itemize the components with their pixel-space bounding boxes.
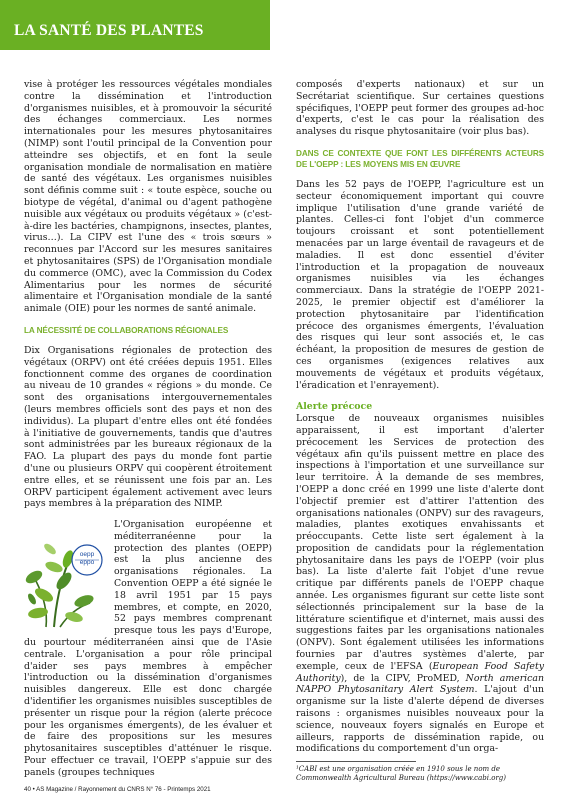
- text-run: . L'ajout d'un organisme sur la liste d'alerte dépend de diverses raisons : organismes nuisibles nouveaux pour la science, nouveaux foyers signalés en Europe et ailleurs, rapports de dissémination rapide, ou modifications du comportement d'un orga-: [296, 684, 544, 755]
- italic-text: North american NAPPO Phytosanitary Alert System: [296, 672, 544, 696]
- paragraph: Dix Organisations régionales de protection des végétaux (ORPV) ont été créées depuis 1951. Elles fonctionnent comme des organes de coordination au niveau de 10 grandes « régions » du monde. Ce sont des organisations intergouvernementales (leurs membres officiels sont des pays et non des individus). La plupart d'entre elles ont été fondées à l'initiative de gouvernements, tandis que d'autres sont administrées par les bureaux régionaux de la FAO. La plupart des pays du monde font partie d'une ou plusieurs ORPV qui coopèrent étroitement entre elles, et se réunissent une fois par an. Les ORPV participent également activement avec leurs pays membres à la préparation des NIMP.: [24, 344, 272, 510]
- italic-text: European Food Safety Authority: [296, 660, 544, 684]
- plant-logo-icon: [24, 523, 108, 629]
- text-run: ), de la CIPV, ProMED,: [340, 672, 466, 684]
- paragraph: L'Organisation européenne et méditerranéenne pour la protection des plantes (OEPP) est la plus ancienne des organisations régionales. La Convention OEPP a été signée le 18 avril 1951 par 15 pays membres, et compte, en 2020, 52 pays membres comprenant presque tous les pays d'Europe, du pourtour méditerranéen ainsi que de l'Asie centrale. L'organisation a pour rôle principal d'aider ses pays membres à empêcher l'introduction ou la dissémination d'organismes nuisibles dangereux. Elle est donc chargée d'identifier les organismes nuisibles susceptibles de présenter un risque pour la région (alerte précoce pour les organismes émergents), de les évaluer et de faire des propositions sur les mesures phytosanitaires susceptibles d'atténuer le risque. Pour effectuer ce travail, l'OEPP s'appuie sur des panels (groupes techniques: [24, 519, 272, 778]
- footnote: ¹CABI est une organisation créée en 1910 sous le nom de Commonwealth Agricultural Bureau (https://www.cabi.org): [296, 765, 506, 783]
- paragraph: vise à protéger les ressources végétales mondiales contre la dissémination et l'introduction d'organismes nuisibles, et à promouvoir la sécurité des échanges commerciaux. Les normes internationales pour les mesures phytosanitaires (NIMP) sont l'outil principal de la Convention pour atteindre ses objectifs, et en font la seule organisation mondiale de normalisation en matière de santé des végétaux. Les organismes nuisibles sont définis comme suit : « toute espèce, souche ou biotype de végétal, d'animal ou d'agent pathogène nuisible aux végétaux ou produits végétaux » (c'est-à-dire les bactéries, champignons, insectes, plantes, virus…). La CIPV est l'une des « trois sœurs » reconnues par l'Accord sur les mesures sanitaires et phytosanitaires (SPS) de l'Organisation mondiale du commerce (OMC), avec la Commission du Codex Alimentarius pour les normes de sécurité alimentaire et l'Organisation mondiale de la santé animale (OIE) pour les normes de santé animale.: [24, 79, 272, 315]
- logo-text-eppo: eppo: [79, 559, 95, 567]
- text-run: Lorsque de nouveaux organismes nuisibles apparaissent, il est important d'alerter précocement les Services de protection des végétaux afin qu'ils puissent mettre en place des inspections à l'importation et une surveillance sur leur territoire. À la demande de ses membres, l'OEPP a donc créé en 1999 une liste d'alerte dont l'objectif premier est d'attirer l'attention des organisations nationales (ONPV) sur des ravageurs, maladies, plantes exotiques envahissants et préoccupants. Cette liste sert également à la proposition de candidats pour la réglementation phytosanitaire dans les pays de l'OEPP (voir plus bas). La liste d'alerte fait l'objet d'une revue critique par différents panels de l'OEPP chaque année. Les organismes figurant sur cette liste sont sélectionnés principalement sur la base de la littérature scientifique et d'internet, mais aussi des suggestions faites par les organisations nationales (ONPV). Sont également utilisées les informations fournies par d'autres systèmes d'alerte, par exemple, ceux de l'EFSA (: [296, 413, 544, 672]
- section-heading: DANS CE CONTEXTE QUE FONT LES DIFFÉRENTS ACTEURS DE L'OEPP : LES MOYENS MIS EN ŒUVRE: [296, 148, 544, 169]
- logo-text-oepp: oepp: [79, 551, 95, 559]
- footnote-divider: [296, 761, 416, 762]
- header-band: [0, 0, 270, 50]
- left-column: [24, 79, 272, 779]
- section-heading: LA NÉCESSITÉ DE COLLABORATIONS RÉGIONALES: [24, 325, 229, 335]
- oepp-eppo-logo: [24, 523, 108, 629]
- page-footer: 40 • AS Magazine / Rayonnement du CNRS N° 76 - Printemps 2021: [24, 786, 211, 793]
- paragraph: composés d'experts nationaux) et sur un Secrétariat scientifique. Sur certaines questions spécifiques, l'OEPP peut former des groupes ad-hoc d'experts, c'est le cas pour la réalisation des analyses du risque phytosanitaire (voir plus bas).: [296, 79, 544, 138]
- sub-heading: Alerte précoce: [296, 401, 373, 413]
- paragraph: [296, 413, 544, 755]
- right-column: [296, 79, 544, 783]
- paragraph: Dans les 52 pays de l'OEPP, l'agriculture est un secteur économiquement important qui couvre implique l'utilisation d'une grande variété de plantes. Celles-ci font l'objet d'un commerce toujours croissant et sont potentiellement menacées par un large éventail de ravageurs et de maladies. Il est donc essentiel d'éviter l'introduction et la propagation de nouveaux organismes nuisibles via les échanges commerciaux. Dans la stratégie de l'OEPP 2021-2025, le premier objectif est d'améliorer la protection phytosanitaire par l'identification précoce des organismes émergents, l'évaluation des risques qui leur sont associés et, le cas échéant, la proposition de mesures de gestion de ces organismes (exigences relatives aux mouvements de végétaux et produits végétaux, l'éradication et l'enrayement).: [296, 178, 544, 391]
- section-title: LA SANTÉ DES PLANTES: [14, 22, 204, 39]
